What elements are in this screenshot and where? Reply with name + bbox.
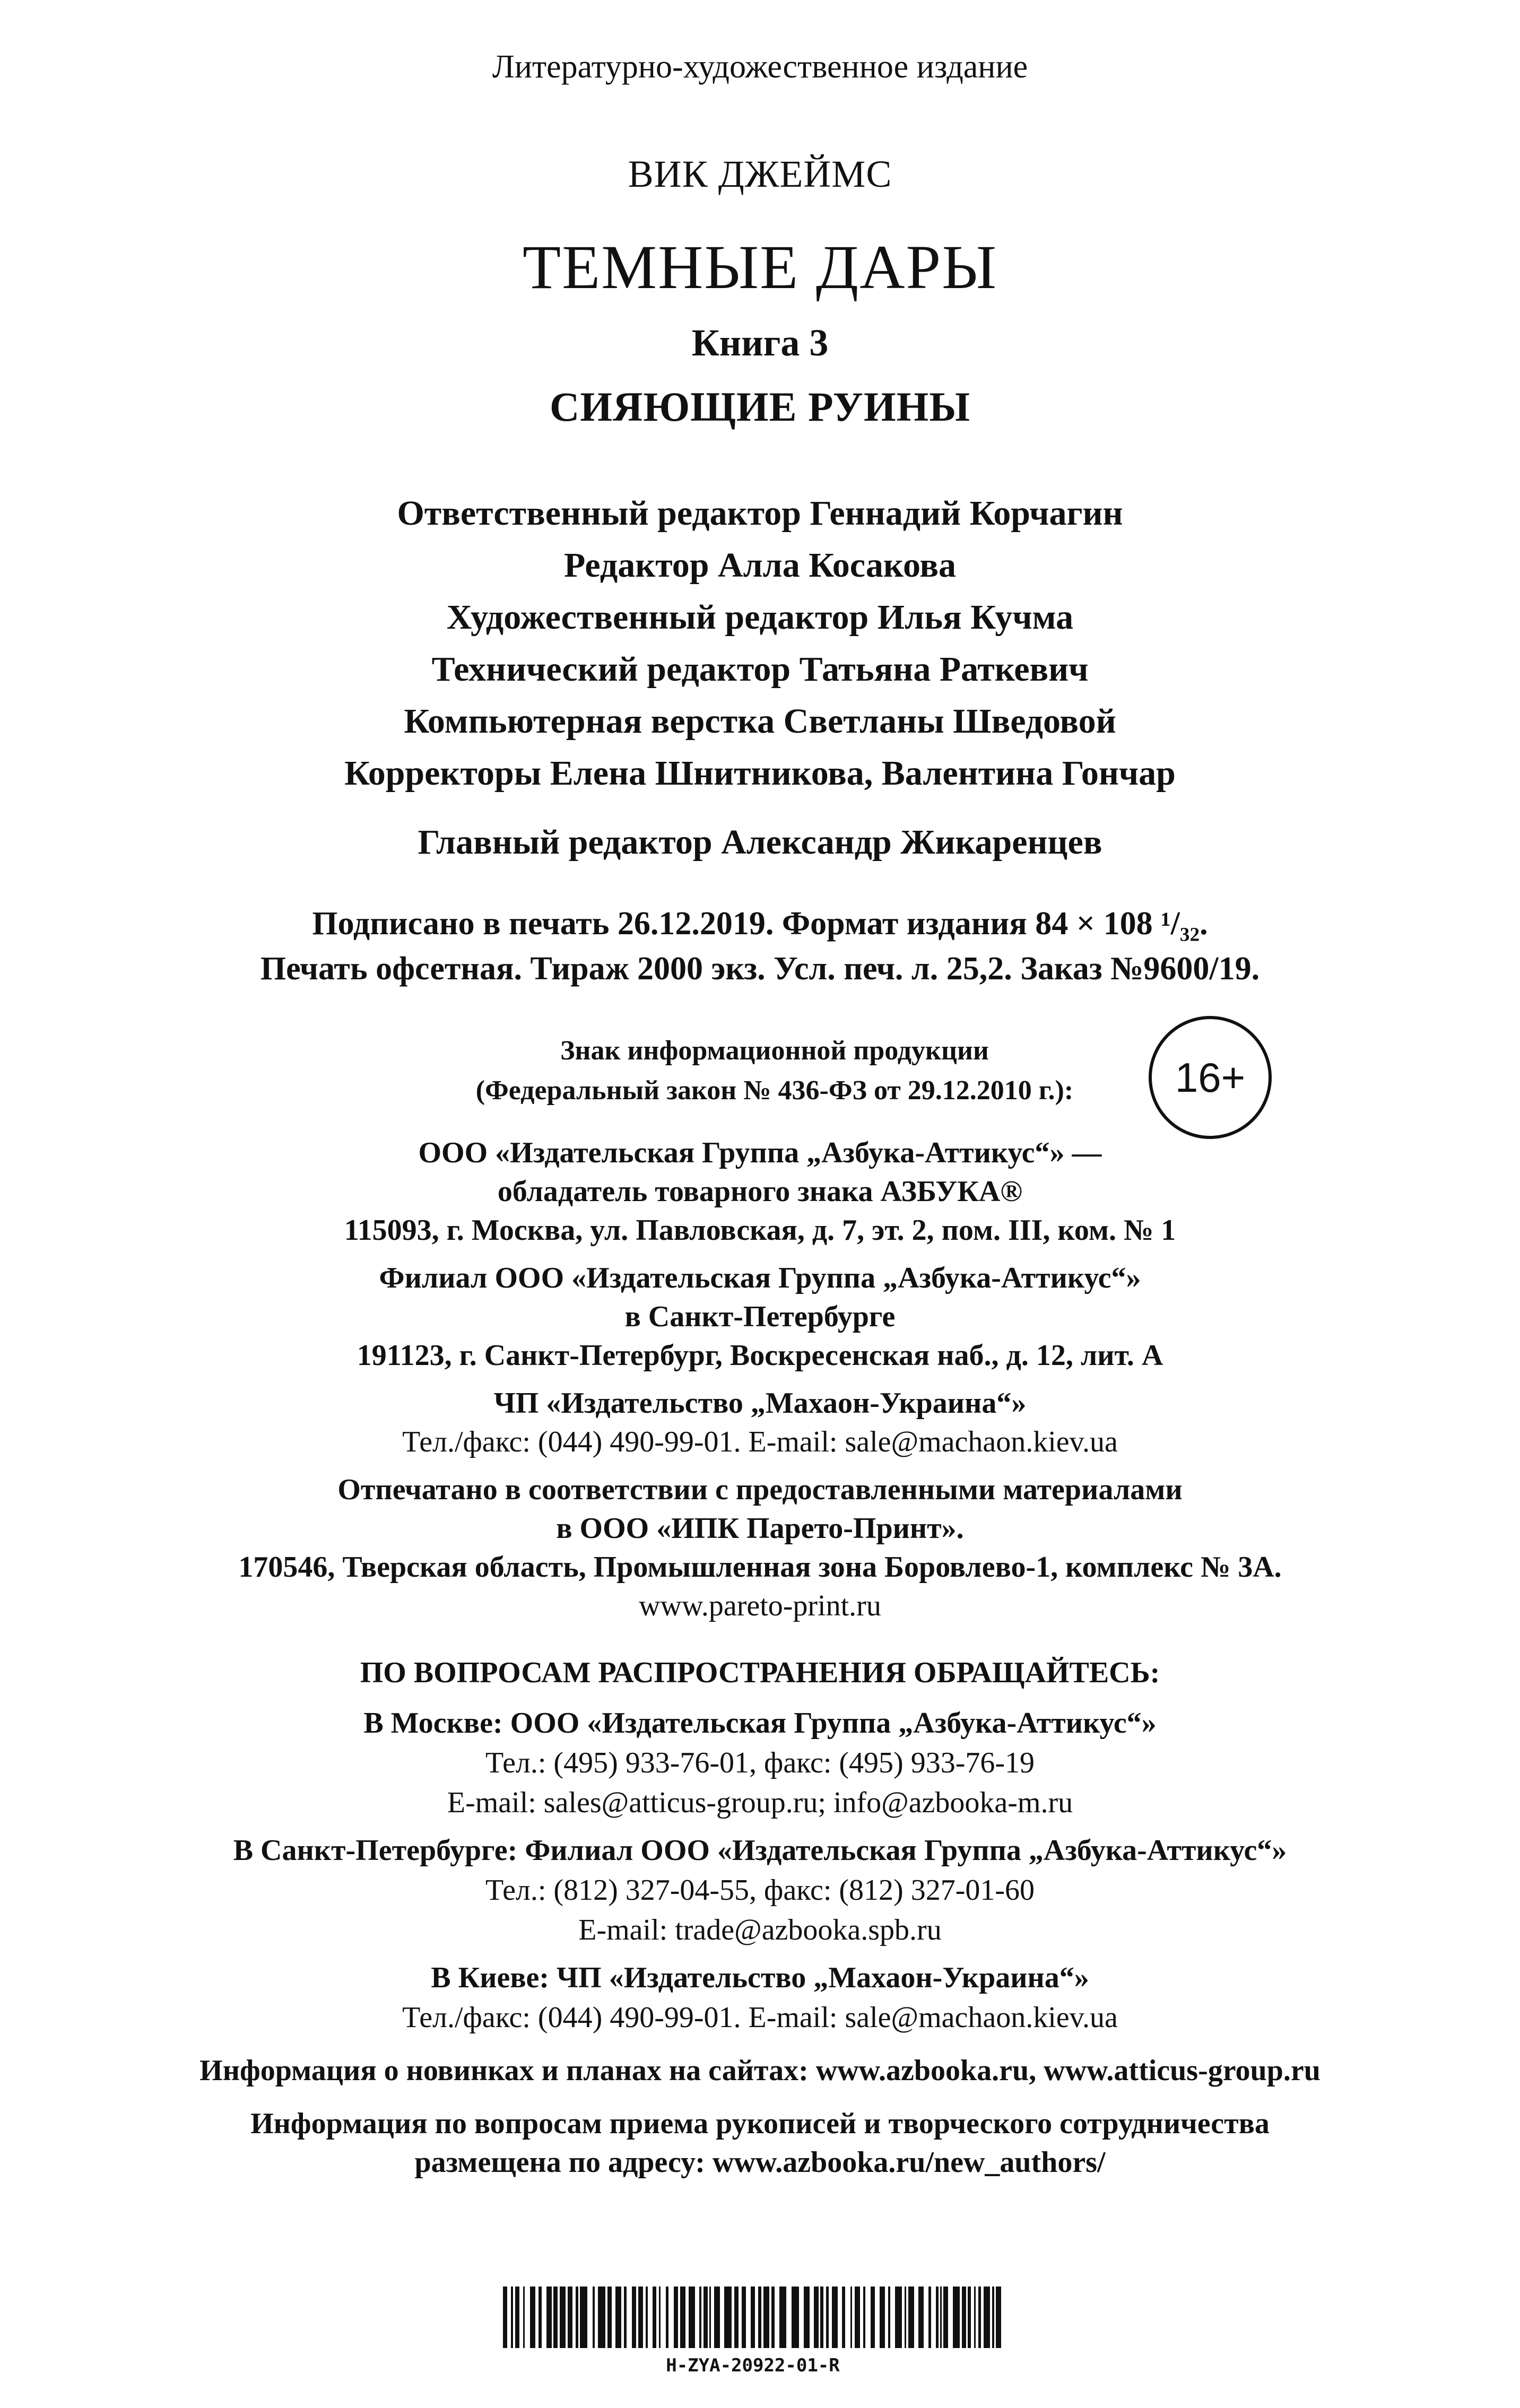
- barcode-bar: [638, 2287, 643, 2348]
- barcode-bar: [880, 2287, 885, 2348]
- barcode-bar: [598, 2287, 605, 2348]
- publisher-line: ООО «Издательская Группа „Азбука-Аттикус“» —: [418, 1136, 1102, 1169]
- barcode-bar: [992, 2287, 994, 2348]
- distribution-line: В Киеве: ЧП «Издательство „Махаон-Украина“»: [431, 1961, 1089, 1994]
- barcode-bar: [779, 2287, 786, 2348]
- barcode-bar: [659, 2287, 661, 2348]
- distribution-line: Тел.: (495) 933-76-01, факс: (495) 933-76-19: [485, 1746, 1035, 1779]
- barcode-bar: [968, 2287, 971, 2348]
- print-info-line: Подписано в печать 26.12.2019. Формат издания 84 × 108 ¹/₃₂.: [312, 906, 1208, 942]
- barcode-bar: [734, 2287, 739, 2348]
- barcode-bar: [632, 2287, 636, 2348]
- book-title: ТЕМНЫЕ ДАРЫ: [522, 232, 997, 302]
- author-name: ВИК ДЖЕЙМС: [628, 153, 892, 195]
- publisher-line: 170546, Тверская область, Промышленная зона Боровлево-1, комплекс № 3А.: [238, 1551, 1282, 1584]
- chief-editor: Главный редактор Александр Жикаренцев: [418, 823, 1102, 862]
- barcode-bar: [804, 2287, 810, 2348]
- barcode-bar: [758, 2287, 761, 2348]
- barcode-bar: [511, 2287, 513, 2348]
- info-sign-block: [0, 1016, 1520, 1133]
- barcode-bar: [751, 2287, 755, 2348]
- barcode-label: H-ZYA-20922-01-R: [666, 2355, 840, 2376]
- publisher-line: в Санкт-Петербурге: [624, 1300, 896, 1333]
- publisher-line: обладатель товарного знака АЗБУКА®: [497, 1175, 1023, 1208]
- barcode-bar: [724, 2287, 732, 2348]
- barcode-bar: [984, 2287, 990, 2348]
- barcode-bar: [538, 2287, 542, 2348]
- staff-line: Компьютерная верстка Светланы Шведовой: [404, 702, 1116, 741]
- barcode-bar: [624, 2287, 627, 2348]
- barcode-bar: [709, 2287, 711, 2348]
- distribution-line: размещена по адресу: www.azbooka.ru/new_authors/: [414, 2146, 1106, 2179]
- imprint-type: Литературно-художественное издание: [492, 49, 1028, 85]
- barcode-bar: [936, 2287, 939, 2348]
- barcode-bar: [560, 2287, 566, 2348]
- barcode-bar: [855, 2287, 860, 2348]
- barcode-bar: [771, 2287, 775, 2348]
- barcode-bar: [962, 2287, 966, 2348]
- barcode-bar: [593, 2287, 595, 2348]
- publisher-line: Отпечатано в соответствии с предоставленными материалами: [337, 1473, 1183, 1506]
- barcode-bar: [666, 2287, 668, 2348]
- barcode-bar: [905, 2287, 906, 2348]
- barcode-bar: [714, 2287, 720, 2348]
- barcode-bar: [576, 2287, 578, 2348]
- barcode-bar: [863, 2287, 865, 2348]
- barcode-bar: [895, 2287, 902, 2348]
- barcode-bar: [792, 2287, 799, 2348]
- barcode-bar: [580, 2287, 587, 2348]
- book-subtitle: СИЯЮЩИЕ РУИНЫ: [550, 384, 970, 430]
- barcode-bar: [546, 2287, 552, 2348]
- barcode-bar: [943, 2287, 948, 2348]
- barcode: [503, 2287, 1003, 2377]
- barcode-bar: [568, 2287, 572, 2348]
- barcode-bar: [523, 2287, 525, 2348]
- barcode-bar: [553, 2287, 558, 2348]
- publisher-line: 191123, г. Санкт-Петербург, Воскресенская наб., д. 12, лит. А: [357, 1339, 1163, 1372]
- barcode-bar: [680, 2287, 685, 2348]
- info-sign-law: (Федеральный закон № 436-ФЗ от 29.12.2010 г.):: [475, 1075, 1074, 1106]
- barcode-bar: [503, 2287, 507, 2348]
- barcode-bars: [503, 2287, 1003, 2348]
- distribution-line: Тел.: (812) 327-04-55, факс: (812) 327-01-60: [485, 1874, 1035, 1907]
- barcode-bar: [607, 2287, 612, 2348]
- book-number: Книга 3: [691, 321, 829, 364]
- barcode-bar: [814, 2287, 819, 2348]
- barcode-bar: [689, 2287, 695, 2348]
- publisher-line: Филиал ООО «Издательская Группа „Азбука-Аттикус“»: [379, 1262, 1141, 1294]
- barcode-bar: [653, 2287, 656, 2348]
- publisher-line: ЧП «Издательство „Махаон-Украина“»: [493, 1387, 1027, 1420]
- distribution-line: E-mail: sales@atticus-group.ru; info@azbooka-m.ru: [447, 1786, 1073, 1819]
- barcode-bar: [674, 2287, 678, 2348]
- barcode-bar: [615, 2287, 621, 2348]
- publisher-line: Тел./факс: (044) 490-99-01. E-mail: sale@machaon.kiev.ua: [402, 1425, 1118, 1458]
- print-info-line: Печать офсетная. Тираж 2000 экз. Усл. печ. л. 25,2. Заказ №9600/19.: [260, 951, 1260, 987]
- distribution-line: Информация по вопросам приема рукописей и творческого сотрудничества: [250, 2107, 1270, 2140]
- publisher-line: www.pareto-print.ru: [639, 1589, 881, 1622]
- barcode-bar: [742, 2287, 746, 2348]
- staff-line: Корректоры Елена Шнитникова, Валентина Гончар: [344, 754, 1176, 793]
- barcode-bar: [699, 2287, 701, 2348]
- barcode-bar: [940, 2287, 942, 2348]
- distribution-line: В Москве: ООО «Издательская Группа „Азбука-Аттикус“»: [363, 1707, 1157, 1740]
- distribution-line: Информация о новинках и планах на сайтах: www.azbooka.ru, www.atticus-group.ru: [199, 2054, 1321, 2087]
- info-sign-label: Знак информационной продукции: [560, 1036, 989, 1066]
- staff-line: Художественный редактор Илья Кучма: [446, 598, 1074, 637]
- barcode-bar: [842, 2287, 845, 2348]
- barcode-bar: [515, 2287, 519, 2348]
- distribution-heading: ПО ВОПРОСАМ РАСПРОСТРАНЕНИЯ ОБРАЩАЙТЕСЬ:: [360, 1656, 1160, 1689]
- barcode-bar: [646, 2287, 648, 2348]
- distribution-line: E-mail: trade@azbooka.spb.ru: [578, 1914, 942, 1946]
- barcode-bar: [978, 2287, 981, 2348]
- publisher-line: в ООО «ИПК Парето-Принт».: [556, 1512, 964, 1545]
- staff-line: Редактор Алла Косакова: [563, 546, 957, 585]
- distribution-line: В Санкт-Петербурге: Филиал ООО «Издательская Группа „Азбука-Аттикус“»: [233, 1834, 1287, 1867]
- barcode-bar: [908, 2287, 914, 2348]
- barcode-bar: [871, 2287, 875, 2348]
- barcode-bar: [888, 2287, 890, 2348]
- age-rating-badge: 16+: [1149, 1016, 1272, 1139]
- barcode-bar: [832, 2287, 838, 2348]
- barcode-bar: [918, 2287, 924, 2348]
- barcode-bar: [826, 2287, 829, 2348]
- publisher-line: 115093, г. Москва, ул. Павловская, д. 7, эт. 2, пом. III, ком. № 1: [344, 1214, 1176, 1247]
- barcode-bar: [996, 2287, 1001, 2348]
- staff-line: Ответственный редактор Геннадий Корчагин: [397, 494, 1123, 533]
- barcode-bar: [703, 2287, 708, 2348]
- barcode-bar: [928, 2287, 931, 2348]
- barcode-bar: [850, 2287, 852, 2348]
- barcode-bar: [763, 2287, 769, 2348]
- barcode-bar: [953, 2287, 960, 2348]
- barcode-bar: [820, 2287, 823, 2348]
- barcode-bar: [974, 2287, 976, 2348]
- distribution-line: Тел./факс: (044) 490-99-01. E-mail: sale@machaon.kiev.ua: [402, 2001, 1118, 2034]
- staff-line: Технический редактор Татьяна Раткевич: [431, 650, 1089, 689]
- barcode-bar: [530, 2287, 535, 2348]
